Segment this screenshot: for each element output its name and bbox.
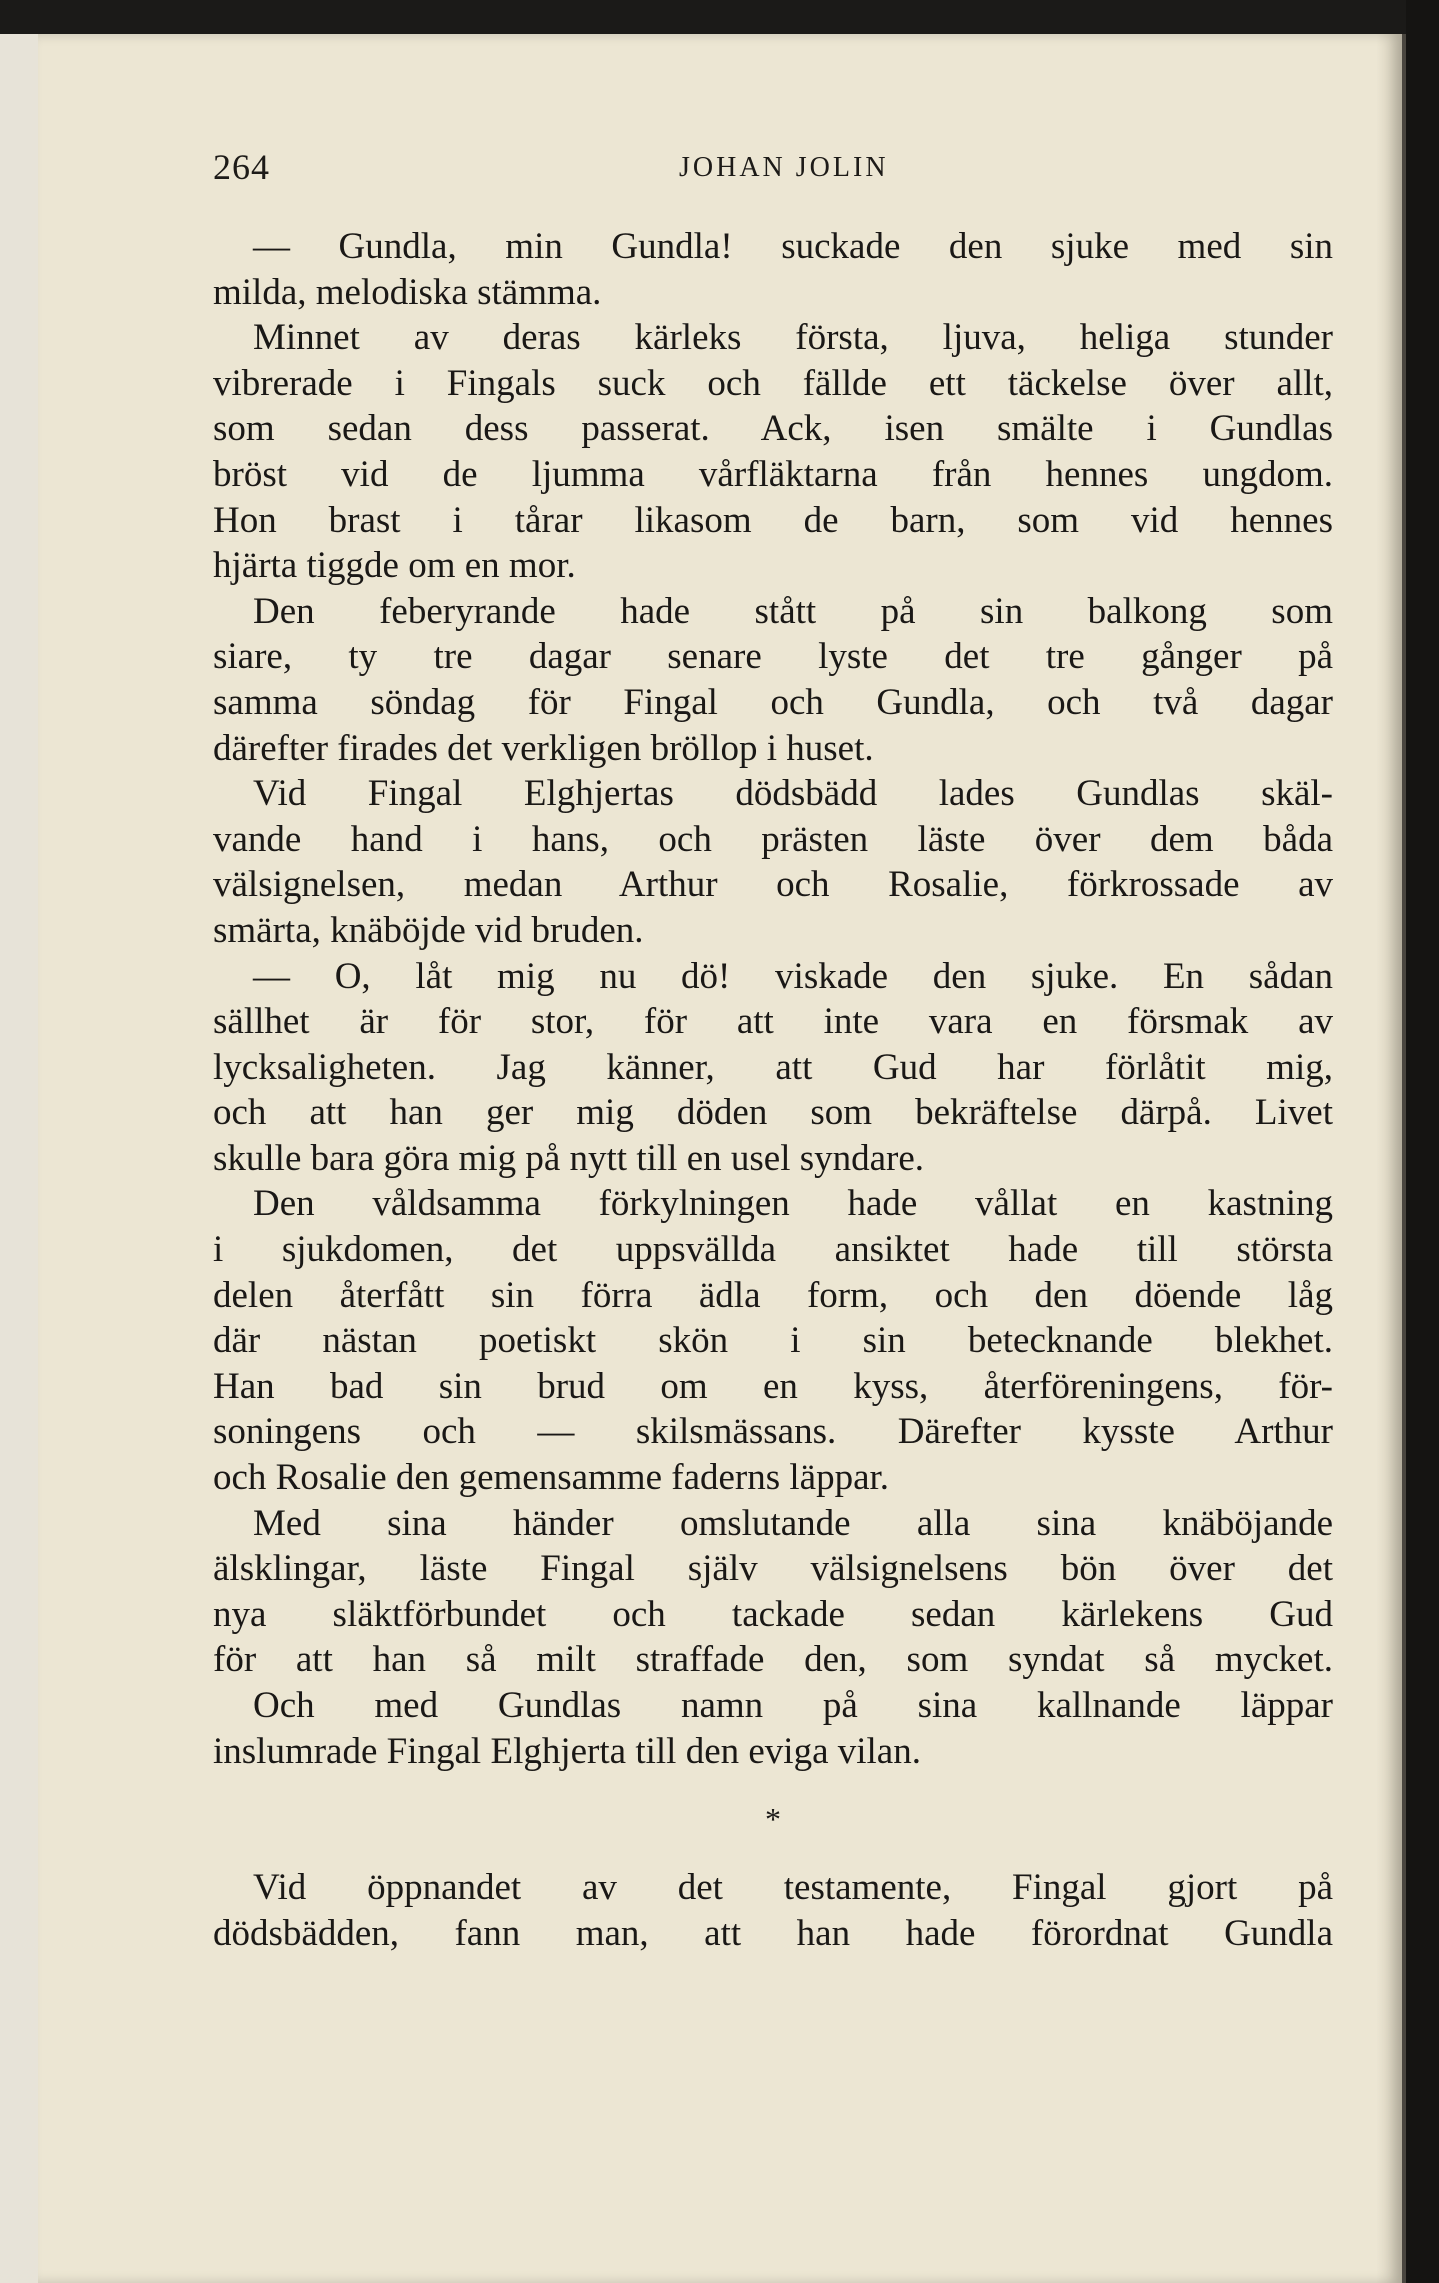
text-line: och att han ger mig döden som bekräftelse därpå. Livet <box>213 1092 1333 1134</box>
text-line: som sedan dess passerat. Ack, isen smälte i Gundlas <box>213 408 1333 450</box>
text-line: vibrerade i Fingals suck och fällde ett täckelse över allt, <box>213 362 1333 404</box>
text-line: dödsbädden, fann man, att han hade förordnat Gundla <box>213 1912 1333 1954</box>
text-line: delen återfått sin förra ädla form, och den döende låg <box>213 1274 1333 1316</box>
text-line: soningens och — skilsmässans. Därefter kysste Arthur <box>213 1411 1333 1453</box>
text-line: Den våldsamma förkylningen hade vållat en kastning <box>253 1183 1333 1225</box>
text-line: — O, låt mig nu dö! viskade den sjuke. En sådan <box>253 955 1333 997</box>
body-text <box>213 224 1333 1957</box>
scan-right-border <box>1406 0 1439 2283</box>
text-line: skulle bara göra mig på nytt till en usel syndare. <box>213 1137 925 1179</box>
scan-top-border <box>0 0 1439 34</box>
text-line: sällhet är för stor, för att inte vara en försmak av <box>213 1001 1333 1043</box>
text-line: Med sina händer omslutande alla sina knäböjande <box>253 1502 1333 1544</box>
text-line: Vid öppnandet av det testamente, Fingal gjort på <box>253 1867 1333 1909</box>
text-line: välsignelsen, medan Arthur och Rosalie, förkrossade av <box>213 864 1333 906</box>
text-line: där nästan poetiskt skön i sin betecknande blekhet. <box>213 1320 1333 1362</box>
text-line: inslumrade Fingal Elghjerta till den eviga vilan. <box>213 1730 921 1772</box>
text-line: Vid Fingal Elghjertas dödsbädd lades Gundlas skäl- <box>253 773 1333 815</box>
text-line: och Rosalie den gemensamme faderns läppar. <box>213 1457 890 1499</box>
text-line: Han bad sin brud om en kyss, återföreningens, för- <box>213 1365 1333 1407</box>
text-line: Den feberyrande hade stått på sin balkong som <box>253 590 1333 632</box>
text-line: — Gundla, min Gundla! suckade den sjuke med sin <box>253 226 1333 267</box>
text-line: älsklingar, läste Fingal själv välsignelsens bön över det <box>213 1548 1333 1590</box>
text-line: för att han så milt straffade den, som syndat så mycket. <box>213 1639 1333 1681</box>
text-line: därefter firades det verkligen bröllop i huset. <box>213 727 874 769</box>
running-head: JOHAN JOLIN <box>679 152 889 183</box>
text-line: samma söndag för Fingal och Gundla, och två dagar <box>213 681 1333 723</box>
text-line: smärta, knäböjde vid bruden. <box>213 909 644 951</box>
text-line: Hon brast i tårar likasom de barn, som vid hennes <box>213 499 1333 541</box>
page-number: 264 <box>213 147 270 187</box>
text-line: hjärta tiggde om en mor. <box>213 545 576 587</box>
text-line: Och med Gundlas namn på sina kallnande läppar <box>253 1685 1333 1726</box>
text-line: Minnet av deras kärleks första, ljuva, heliga stunder <box>253 317 1333 359</box>
text-line: i sjukdomen, det uppsvällda ansiktet hade till största <box>213 1229 1333 1271</box>
section-separator: * <box>765 1801 781 1838</box>
page-edge <box>1402 34 1406 2283</box>
text-line: vande hand i hans, och prästen läste över dem båda <box>213 818 1333 860</box>
page-header <box>213 146 1333 196</box>
text-line: milda, melodiska stämma. <box>213 271 602 313</box>
text-line: nya släktförbundet och tackade sedan kärlekens Gud <box>213 1593 1333 1635</box>
text-line: lycksaligheten. Jag känner, att Gud har förlåtit mig, <box>213 1046 1333 1088</box>
text-line: siare, ty tre dagar senare lyste det tre gånger på <box>213 636 1333 678</box>
text-line: bröst vid de ljumma vårfläktarna från hennes ungdom. <box>213 453 1333 495</box>
